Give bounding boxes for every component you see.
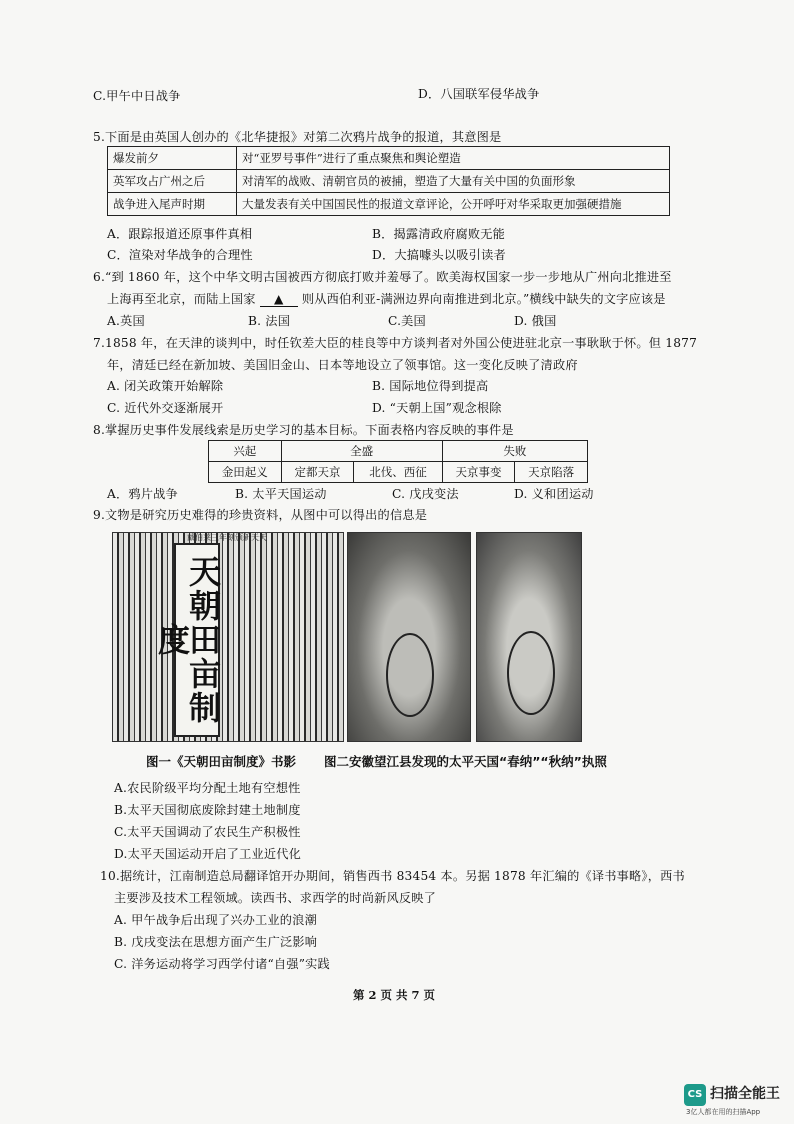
figure1-caption: 图一《天朝田亩制度》书影 [146,754,297,769]
q8-cell: 定都天京 [281,462,354,483]
q5-stem: 5.下面是由英国人创办的《北华捷报》对第二次鸦片战争的报道，其意图是 [93,130,502,144]
q8-header-peak: 全盛 [281,441,442,462]
table-row [209,441,588,462]
q9-option-d: D.太平天国运动开启了工业近代化 [114,847,302,861]
q8-cell: 金田起义 [209,462,282,483]
table-row [108,170,670,193]
q5-content: 对清军的战败、清朝官员的被捕，塑造了大量有关中国的负面形象 [237,170,670,193]
q6-blank: ▲ [260,292,298,307]
seal-stamp [507,631,555,715]
q8-header-rise: 兴起 [209,441,282,462]
q8-table [208,440,588,483]
q8-option-d: D. 义和团运动 [514,487,594,501]
q7-option-b: B. 国际地位得到提高 [372,379,489,393]
land-system-book-image [112,532,344,742]
q8-cell: 天京陷落 [515,462,588,483]
q8-option-c: C. 戊戌变法 [392,487,459,501]
q7-option-c: C. 近代外交逐渐展开 [107,401,224,415]
q6-line2b: 则从西伯利亚-满洲边界向南推进到北京。”横线中缺失的文字应该是 [301,292,666,306]
q5-period: 英军攻占广州之后 [108,170,237,193]
q10-option-c: C. 洋务运动将学习西学付诸“自强”实践 [114,957,330,971]
seal-stamp [386,633,434,717]
q9-option-a: A.农民阶级平均分配土地有空想性 [114,781,301,795]
q9-option-b: B.太平天国彻底废除封建土地制度 [114,803,301,817]
autumn-tax-license-image [476,532,582,742]
q6-line2a: 上海再至北京，而陆上国家 [107,292,256,306]
q9-stem: 9.文物是研究历史难得的珍贵资料，从图中可以得出的信息是 [93,508,428,522]
land-system-book-header: 戴伯莱三年刻颁新天天 [187,533,267,542]
q8-option-b: B. 太平天国运动 [235,487,327,501]
prev-option-d: D．八国联军侵华战争 [418,87,540,101]
q8-stem: 8.掌握历史事件发展线索是历史学习的基本目标。下面表格内容反映的事件是 [93,423,514,437]
q6-line2 [107,290,666,307]
table-row [108,193,670,216]
q5-option-d: D．大搞噱头以吸引读者 [372,248,506,262]
land-system-book-title: 天朝田亩制度 [174,543,220,737]
q7-option-a: A. 闭关政策开始解除 [107,379,224,393]
q8-option-a: A．鸦片战争 [107,487,178,501]
camscanner-logo-icon: CS [684,1084,706,1106]
watermark-name: 扫描全能王 [710,1086,780,1102]
table-row [108,147,670,170]
q5-option-a: A．跟踪报道还原事件真相 [107,227,253,241]
q5-content: 对“亚罗号事件”进行了重点聚焦和舆论塑造 [237,147,670,170]
prev-option-c: C.甲午中日战争 [93,89,181,103]
q10-line1: 10.据统计，江南制造总局翻译馆开办期间，销售西书 83454 本。另据 1878 年汇编的《译书事略》，西书 [100,869,685,883]
figure2-caption: 图二安徽望江县发现的太平天国“春纳”“秋纳”执照 [324,754,607,769]
q7-option-d: D. “天朝上国”观念根除 [372,401,502,415]
table-row [209,462,588,483]
q7-line1: 7.1858 年，在天津的谈判中，时任钦差大臣的桂良等中方谈判者对外国公使进驻北京一事耿耿于怀。但 1877 [93,336,698,350]
q7-line2: 年，清廷已经在新加坡、美国旧金山、日本等地设立了领事馆。这一变化反映了清政府 [107,358,578,372]
q6-option-a: A.英国 [107,314,145,328]
q8-cell: 北伐、西征 [354,462,442,483]
q5-content: 大量发表有关中国国民性的报道文章评论，公开呼吁对华采取更加强硬措施 [237,193,670,216]
q9-option-c: C.太平天国调动了农民生产积极性 [114,825,301,839]
spring-tax-license-image [347,532,471,742]
q5-period: 战争进入尾声时期 [108,193,237,216]
q6-option-d: D. 俄国 [514,314,557,328]
q10-option-b: B. 戊戌变法在思想方面产生广泛影响 [114,935,318,949]
watermark-subtitle: 3亿人都在用的扫描App [686,1108,761,1116]
page-number: 第 2 页 共 7 页 [353,988,436,1002]
q10-line2: 主要涉及技术工程领域。读西书、求西学的时尚新风反映了 [114,891,437,905]
q5-table [107,146,670,216]
q5-option-b: B．揭露清政府腐败无能 [372,227,506,241]
q6-line1: 6.“到 1860 年，这个中华文明古国被西方彻底打败并羞辱了。欧美海权国家一步一步地从广州向北推进至 [93,270,672,284]
q6-option-b: B. 法国 [248,314,291,328]
q10-option-a: A. 甲午战争后出现了兴办工业的浪潮 [114,913,317,927]
q6-option-c: C.美国 [388,314,426,328]
q8-header-fail: 失败 [442,441,587,462]
q5-period: 爆发前夕 [108,147,237,170]
q5-option-c: C．渲染对华战争的合理性 [107,248,253,262]
q8-cell: 天京事变 [442,462,515,483]
